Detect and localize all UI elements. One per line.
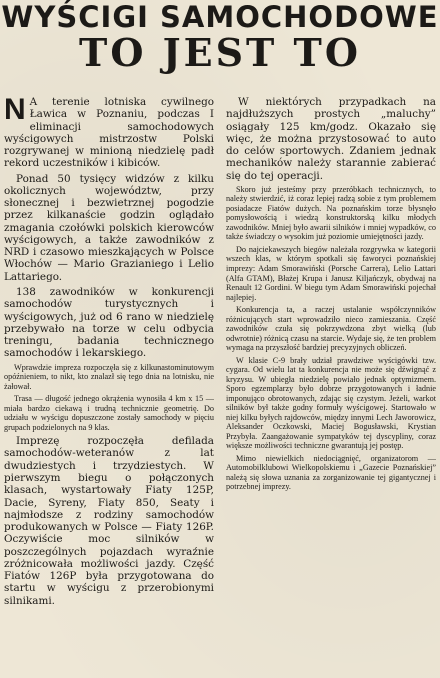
article-paragraph: Mimo niewielkich niedociągnięć, organizatorom — Automobilklubowi Wielkopolskiemu i „Gazecie Poznańskiej” należą się słowa uznania za zorganizowanie tej gigantycznej i potrzebnej imprezy. bbox=[226, 453, 436, 492]
lead-paragraph-text: A terenie lotniska cywilnego Ławica w Poznaniu, podczas I eliminacji samochodowych wyścigowych mistrzostw Polski rozgrywanej w minioną niedzielę padł rekord uczestników i kibiców. bbox=[4, 96, 214, 170]
drop-cap: N bbox=[4, 96, 26, 126]
article-paragraph: W klasie C-9 brały udział prawdziwe wyścigówki tzw. cygara. Od wielu lat ta konkurencja nie może się dźwignąć z kryzysu. W ubiegła niedzielę powiało jednak optymizmem. Sporo egzemplarzy było dobrze przygotowanych i ładnie imponująco obrotowanych, zdając się czystym. Jeżeli, warkot silników był także godny formuły wyścigowej. Startowało w niej kilku byłych rajdowców, między innymi Lech Jaworowicz, Aleksander Oczkowski, Maciej Bogusławski, Krystian Przybyła. Zaangażowanie sympatyków tej dyscypliny, coraz większe możliwości techniczne gwarantują jej postęp. bbox=[226, 355, 436, 451]
headline-line-1: WYŚCIGI SAMOCHODOWE bbox=[1, 0, 439, 34]
article-paragraph: 138 zawodników w konkurencji samochodów turystycznych i wyścigowych, już od 6 rano w niedzielę przebywało na torze w celu odbycia treningu, badania technicznego samochodów i lekarskiego. bbox=[4, 285, 214, 360]
article-paragraph: Skoro już jesteśmy przy przeróbkach technicznych, to należy stwierdzić, iż coraz lepiej radzą sobie z tym problemem posiadacze Fiatów dużych. Na poznańskim torze błysnęło pomysłowością i wiedzą konstruktorską kilku młodych zawodników. Mniej było awarii silników i mniej wypadków, co także świadczy o wysokim już poziomie umiejętności jazdy. bbox=[226, 184, 436, 242]
article-paragraph: Wprawdzie impreza rozpoczęła się z kilkunastominutowym opóźnieniem, to nikt, kto znalazł się tego dnia na lotnisku, nie żałował. bbox=[4, 362, 214, 391]
article-paragraph: Konkurencja ta, a raczej ustalanie współczynników różnicujących start wprowadziło nieco zamieszania. Część zawodników czuła się pokrzywdzona zbyt wielką (lub odwrotnie) różnicą czasu na starcie. Wydaje się, że ten problem wymaga na przyszłość bardziej precyzyjnych obliczeń. bbox=[226, 305, 436, 353]
article-paragraph: Imprezę rozpoczęła defilada samochodów-weteranów z lat dwudziestych i trzydziestych. W pierwszym biegu o połączonych klasach, wystartowały Fiaty 125P, Dacie, Syreny, Fiaty 850, Seaty i najmłodsze z rodziny samochodów produkowanych w Polsce — Fiaty 126P. Oczywiście moc silników w poszczególnych pojazdach wyraźnie zróżnicowała możliwości jazdy. Część Fiatów 126P była przygotowana do startu w wyścigu z przerobionymi silnikami. bbox=[4, 435, 214, 607]
article-paragraph: W niektórych przypadkach na najdłuższych prostych „maluchy” osiągały 125 km/godz. Okazało się więc, że można przystosować to auto do celów sportowych. Zdaniem jednak mechaników należy starannie zabierać się do tej operacji. bbox=[226, 96, 436, 182]
article-paragraph: Ponad 50 tysięcy widzów z kilku okolicznych województw, przy słonecznej i bezwietrznej pogodzie przez kilkanaście godzin oglądało zmagania czołówki polskich kierowców wyścigowych, a także zawodników z NRD i czasowo mieszkających w Polsce Włochów — Mario Grazianiego i Lelio Lattariego. bbox=[4, 172, 214, 283]
article-paragraph: Trasa — długość jednego okrążenia wynosiła 4 km x 15 — miała bardzo ciekawą i trudną technicznie geometrię. Do udziału w wyścigu dopuszczone zostały samochody w pięciu grupach podzielonych na 9 klas. bbox=[4, 394, 214, 432]
article-columns bbox=[4, 96, 436, 678]
article-paragraph: Do najciekawszych biegów należała rozgrywka w kategorii wszech klas, w którym spotkali się faworyci poznańskiej imprezy: Adam Smorawiński (Porsche Carrera), Lelio Lattari (Alfa GTAM), Błażej Krupa i Janusz Kiljańczyk, obydwaj na Renault 12 Gordini. W biegu tym Adam Smorawiński pojechał najlepiej. bbox=[226, 244, 436, 302]
lead-paragraph bbox=[4, 96, 214, 170]
headline-line-2: TO JEST TO bbox=[79, 30, 361, 75]
right-column bbox=[226, 96, 436, 678]
left-column bbox=[4, 96, 214, 678]
